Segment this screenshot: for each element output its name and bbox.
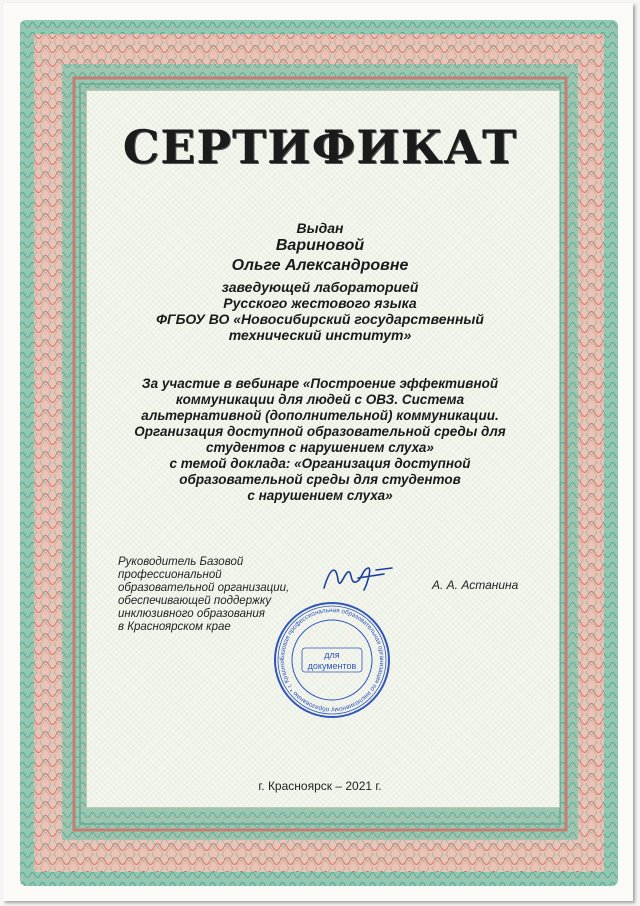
leader-line: в Красноярском крае (118, 621, 231, 633)
city-year: г. Красноярск – 2021 г. (258, 779, 382, 793)
stamp-seal (272, 600, 392, 720)
recipient-name: Ольге Александровне (231, 257, 409, 274)
stamp-center-line: для (324, 650, 340, 660)
stamp-center-line: документов (307, 661, 357, 671)
leader-line: обеспечивающей поддержку (118, 595, 272, 607)
leader-line: образовательной организации, (118, 582, 290, 594)
participation-line: студентов с нарушением слуха» (206, 440, 434, 455)
participation-line: образовательной среды для студентов (179, 472, 461, 487)
participation-line: За участие в вебинаре «Построение эффективной (141, 376, 499, 391)
leader-title (118, 556, 298, 634)
leader-line: профессиональной (118, 569, 222, 581)
participation-line: Организация доступной образовательной среды для (134, 424, 506, 439)
participation-line: коммуникации для людей с ОВЗ. Система (175, 392, 465, 407)
position-line: заведующей лабораторией (221, 279, 419, 295)
leader-line: Руководитель Базовой (118, 556, 244, 568)
signature-icon (318, 560, 398, 596)
participation-text (110, 376, 530, 504)
stamp-ring-text: Базовая профессиональная образовательная организация по инклюзивному образованию * г. Красноя (278, 606, 386, 714)
certificate-title: СЕРТИФИКАТ (122, 120, 518, 174)
recipient-position (110, 279, 530, 343)
participation-line: альтернативной (дополнительной) коммуникации. (141, 408, 499, 423)
signer-name: А. А. Астанина (432, 578, 519, 592)
participation-line: с нарушением слуха» (247, 488, 393, 503)
position-line: технический институт» (228, 327, 412, 343)
leader-line: инклюзивного образования (118, 608, 265, 620)
recipient-surname: Вариновой (275, 237, 365, 254)
position-line: ФГБОУ ВО «Новосибирский государственный (156, 311, 484, 327)
participation-line: с темой доклада: «Организация доступной (169, 456, 471, 471)
issued-label: Выдан (296, 220, 344, 236)
position-line: Русского жестового языка (223, 295, 417, 311)
